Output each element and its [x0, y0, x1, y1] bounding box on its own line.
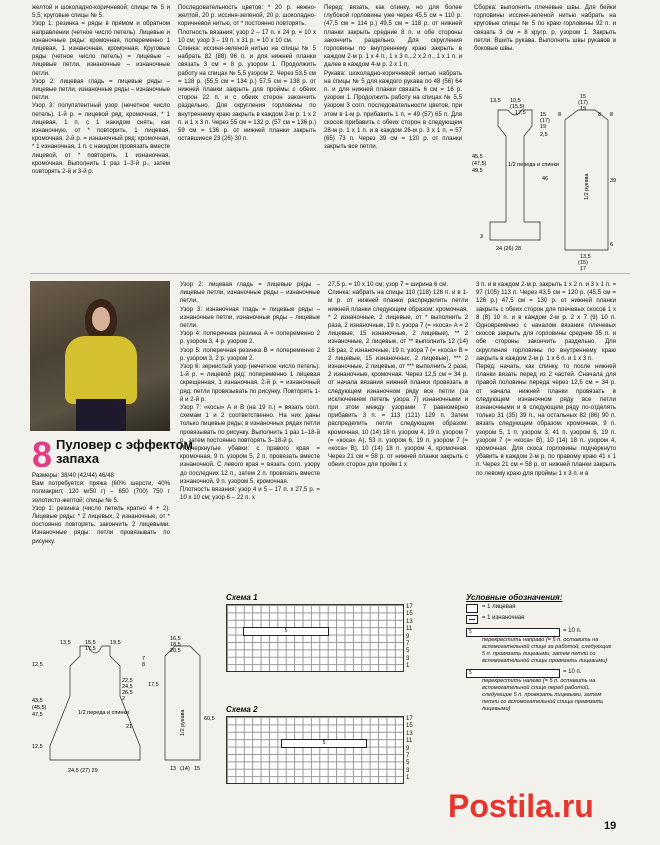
label: 17,5 [85, 646, 96, 652]
legend-title: Условные обозначения: [466, 593, 563, 602]
paragraph: Рукава: шоколадно-коричневой нитью набрать на спицы № 5 для каждого рукава по 48 (56) 64 п. и для нижней планки связать 6 см = 16 р. узором 1. Продолжить работу на спицах № 5,5 узором 3 согл. последовательности цветов, при этом в 1-м р. прибавить 1 п. = 49 (57) 65 п. Для скосов прибавить с обеих сторон в следующем 28-м р. 1 x 1 п. и в каждом 26-м р. 3 x 1 п. = 57 (65) 73 п. Через 39 см = 120 р. от планки закрыть все петли. [324, 69, 462, 151]
label: (14) [180, 766, 190, 772]
paragraph: Узор 2: лицевая гладь = лицевые ряды – лицевые петли, изнаночные ряды – изнаночные петли. [32, 77, 170, 102]
label: 16,5 [170, 636, 181, 642]
legend-text: = 10 п. [563, 628, 582, 635]
paragraph: Перед: вязать, как спинку, но для более глубокой горловины уже через 45,5 см = 110 р. (47,5 см = 114 р.) 49,5 см = 118 р. от нижней планки закрыть средние 8 п. и обе стороны закончить раздельно. Для скругления горловины по внутреннему краю закрыть в каждом 2-м р. 1 x 4 п., 1 x 3 п., 2 x 2 п., 1 x 1 п. и далее в каждом 4-м р. 2 x 1 п. [324, 4, 462, 69]
page-number: 19 [604, 820, 617, 832]
label: (45,5) [32, 705, 47, 711]
label: 10,5 [510, 98, 521, 104]
label: 19,5 [110, 640, 121, 646]
legend-cable-left [466, 669, 616, 678]
cable-marker: 5 [322, 740, 326, 746]
schema-2-row-numbers [406, 716, 413, 783]
row-number: 7 [406, 641, 410, 648]
row-number: 3 [406, 767, 410, 774]
schema-1-title: Схема 1 [226, 593, 258, 602]
label: 43,5 [32, 698, 43, 704]
label: 15,5 [85, 640, 96, 646]
cable-marker: 5 [284, 628, 288, 634]
photo-face [92, 307, 110, 331]
row-number: 15 [406, 611, 413, 618]
top-column-4 [474, 4, 616, 53]
label: 21 [126, 724, 133, 730]
label: 15 [580, 94, 587, 100]
label: 8 [558, 112, 562, 118]
project-number: 8 [32, 434, 53, 475]
schema-1-grid [226, 604, 404, 672]
paragraph: Узор 1: резинка (число петель кратно 4 + 2). Лицевые ряды: * 2 лицевых, 2 изнаночные, от * постоянно повторять, закончить 2 лицевыми. Изнаночные ряды: петли провязывать по рисунку. [32, 504, 170, 545]
row-number: 9 [406, 633, 410, 640]
label: 12,5 [32, 744, 43, 750]
label: 17,5 [515, 110, 526, 116]
cable-left-symbol: 5 [466, 669, 560, 678]
cable-crossing [281, 739, 367, 748]
paragraph: Сборка: выполнить плечевые швы. Для бейки горловины иссиня-зеленой нитью набрать на круговые спицы № 5 по краю горловины 92 п. и связать 3 см = 8 кругр. р. узором 1. Закрыть петли. Вшить рукава. Выполнить швы рукавов и боковые швы. [474, 4, 616, 53]
row-number: 5 [406, 760, 410, 767]
paragraph: Узор 3: полупатентный узор (нечетное число петель). 1-й р. = лицевой ряд: кромочная, * 1 лицевая, 1 п. с 1 накидом снять, как изнаночную, от * повторить, 1 лицевая, кромочная. 2-й р. = изнаночный ряд: кромочная, * 1 изнаночная, 1 п. с накидом провязать вместе лицевой, от * повторить, 1 изнаночная, кромочная. Выполнить 1 раз 1–3-й р., затем повторять 2-й и 3-й р. [32, 102, 170, 176]
label: 22,5 [122, 678, 133, 684]
title-line: запаха [56, 451, 100, 466]
label: 18,5 [170, 642, 181, 648]
row-number: 3 [406, 655, 410, 662]
photo-sweater [65, 336, 137, 404]
label: 39 [610, 178, 617, 184]
label: 8 [142, 662, 146, 668]
bottom-column-2 [180, 281, 320, 502]
paragraph: Вам потребуется: пряжа (60% шерсти, 40% полиакрил; 120 м/50 г) – 650 (700) 750 г золотисто-желтой; спицы № 5. [32, 480, 170, 504]
row-number: 17 [406, 604, 413, 610]
paragraph: 27,5 р. = 10 x 10 см; узор 7 = ширина 6 см. [328, 281, 449, 288]
legend-text: = 1 лицевая [482, 603, 516, 610]
legend [466, 594, 616, 713]
label: (15,5) [510, 104, 525, 110]
row-number: 15 [406, 723, 413, 730]
legend-text: = 10 п. [563, 669, 582, 676]
row-number: 13 [406, 618, 413, 625]
legend-item-purl [466, 615, 616, 624]
label: 19 [540, 124, 547, 130]
label: 13,5 [60, 640, 71, 646]
photo-skirt [76, 399, 126, 431]
paragraph: Последовательность цветов: * 20 р. нежно-желтой, 20 р. иссиня-зеленой, 20 р. шоколадно-коричневой нитью, от * постоянно повторять. [178, 4, 316, 28]
label: 45,5 [472, 154, 483, 160]
schema-2-grid [226, 716, 404, 784]
paragraph: Размеры: 38/40 (42/44) 46/48 [32, 472, 114, 479]
label: 8 [598, 112, 602, 118]
label: 19 [580, 106, 587, 112]
label: 15 [194, 766, 201, 772]
schema-2-title: Схема 2 [226, 705, 258, 714]
cable-right-symbol: 5 [466, 628, 560, 637]
label: 26,5 [122, 690, 133, 696]
purl-symbol [466, 615, 478, 624]
label: 17 [580, 266, 587, 270]
schema-1-row-numbers [406, 604, 413, 671]
paragraph: Узор 4: поперечная резинка A = попеременно 2 р. узором 3, 4 р. узором 2. [180, 330, 320, 346]
label: 46 [542, 176, 549, 182]
label: (17) [578, 100, 588, 106]
label: 6 [610, 242, 614, 248]
bottom-column-1 [32, 472, 170, 546]
legend-item-knit [466, 604, 616, 613]
label: 47,5 [32, 712, 43, 718]
legend-text: = 1 изнаночная [482, 614, 525, 621]
label: 8 [610, 112, 614, 118]
knit-symbol [466, 604, 478, 613]
row-number: 5 [406, 648, 410, 655]
cable-crossing [243, 627, 329, 636]
label: 2,5 [540, 132, 548, 138]
section-divider [30, 273, 630, 274]
label: (15) [578, 260, 588, 266]
paragraph: Узор 6: зернистый узор (нечетное число петель). 1-й р. = лицевой ряд: попеременно 1 лицевая скрещенная, 1 изнаночная. 2-й р. = изнаночный ряд: петли провязывать по рисунку. Повторять 1-й и 2-й р. [180, 363, 320, 403]
label: 2 [122, 696, 126, 702]
paragraph: Плотность вязания: узор 4 и 5 – 17 п. x 27,5 р. = 10 x 10 см; узор 6 – 22 п. x [180, 486, 320, 502]
label: 12,5 [32, 662, 43, 668]
legend-text: перекрестить направо (= 5 п. оставить на вспомогательной спице за работой, следующие 5 п. провязать лицевыми, затем петли со вспомогательной спицы провязать лицевыми) [482, 636, 612, 664]
row-number: 17 [406, 716, 413, 722]
label: 1/2 рукава [584, 173, 590, 200]
paragraph: Узор 2: лицевая гладь = лицевые ряды – лицевые петли, изнаночные ряды – изнаночные петли. [180, 281, 320, 305]
label: 13,5 [490, 98, 501, 104]
row-number: 1 [406, 775, 410, 782]
model-photo [30, 281, 170, 431]
label: 7 [142, 656, 146, 662]
row-number: 9 [406, 745, 410, 752]
label: 1/2 переда и спинки [78, 710, 129, 716]
label: (47,5) [472, 161, 487, 167]
paragraph: Плотность вязания: узор 2 – 17 п. x 24 р. = 10 x 10 см; узор 3 – 19 п. x 31 р. = 10 x 10 см. [178, 28, 316, 44]
row-number: 11 [406, 626, 413, 633]
project-title [56, 438, 193, 466]
label: 17,5 [148, 682, 159, 688]
label: 60,5 [204, 716, 215, 722]
paragraph: Узор 3: изнаночная гладь = лицевые ряды – изнаночные петли, изнаночные ряды – лицевые петли. [180, 305, 320, 330]
row-number: 7 [406, 753, 410, 760]
label: 24,5 [122, 684, 133, 690]
paragraph: Подчеркнутые убавки: с правого края = кромочная, 9 п. узором 5, 2 п. провязать вместе изнаночной. С левого края = вязать согл. узору до последних 12 п., затем 2 п. провязать вместе изнаночной, 9 п. узором 5, кромочная. [180, 445, 320, 485]
paragraph: Перед: начать, как спинку, то после нижней планки вязать перед из 2 частей. Сначала для правой половины переда через 12,5 см = 34 р. от начала нижней планки провязать в следующем изнаночном ряду все петли изнаночными и в следующем ряду по-отделять только 31 (35) 39 п., на остальных 82 (86) 90 п. вязать следующим образом: кромочная, 9 п. узором 5, 1 п. узором 3, 41 п. узором 6, 19 п. узором 7 (= «коса» B), 10 (14) 18 п. узором 4, кромочная. Для скоса горловины подчеркнуто убавить в каждом 2-м р. по правому краю 41 x 1 п. Через 21 см = 58 р. от нижней планки закрыть по левому краю для проймы 1 x 3 п. и в [476, 363, 616, 477]
legend-text: перекрестить налево (= 5 п. оставить на вспомогательной спице перед работой, следующие 5 п. провязать лицевыми, затем петли со вспомогательной спицы провязать лицевыми) [482, 677, 604, 712]
title-line: Пуловер с эффектом [56, 437, 193, 452]
paragraph: Узор 7: «косы» A и B (на 19 п.) = вязать согл. схемам 1 и 2 соответственно. На них даны только лицевые ряды; в изнаночных рядах петли провязывать по рисунку. Выполнить 1 раз 1–18-й р., затем постоянно повторять 3–18-й р. [180, 404, 320, 444]
label: 20,5 [170, 648, 181, 654]
paragraph: желтой и шоколадно-коричневой; спицы № 5 и 5,5; круговые спицы № 5. [32, 4, 170, 20]
paragraph: Узор 1: резинка = ряды в прямом и обратном направлении (четное число петель). Лицевые и изнаночные ряды: кромочная, попеременно 1 лицевая, 1 изнаночная, кромочная. Круговые ряды (четное число петель) = лицевые – лицевые петли, изнаночные – изнаночные петли. [32, 20, 170, 77]
bottom-column-4 [476, 281, 616, 478]
label: 24,5 (27) 29 [68, 768, 98, 774]
label: 24 (26) 28 [496, 246, 522, 252]
paragraph: 3 п. и в каждом 2-м р. закрыть 1 x 2 п. и 3 x 1 п. = 97 (105) 113 п. Через 43,5 см = 120 р. (45,5 см = 126 р.) 47,5 см = 130 р. от нижней планки закрыть с обеих сторон для плечевых скосов 1 x 8 (8) 10 п. и в каждом 2-м р. 2 x 7 (9) 10 п. Одновременно с началом вязания плечевых скосов закрыть для горловины средние 35 п. и обе стороны закончить раздельно. Для скругления горловины по внутреннему краю закрыть в каждом 2-м р. 1 x 6 п. и 1 x 3 п. [476, 281, 616, 362]
row-number: 13 [406, 730, 413, 737]
watermark-logo: Postila.ru [448, 788, 594, 824]
paragraph: Узор 5: поперечная резинка B = попеременно 2 р. узором 3, 2 р. узором 2. [180, 346, 320, 362]
bottom-column-3 [328, 281, 468, 470]
label: 15 [540, 112, 547, 118]
label: 49,5 [472, 168, 483, 174]
label: 3 [480, 234, 484, 240]
label: 13 [170, 766, 177, 772]
row-number: 1 [406, 663, 410, 670]
label: 1/2 переда и спинки [508, 162, 559, 168]
paragraph: Спинка: иссиня-зеленой нитью на спицы № 5 набрать 82 (88) 96 п. и для нижней планки связать 3 см = 8 р. узором 1. Продолжить работу на спицах № 5,5 узором 2. Через 53,5 см = 128 р. (55,5 см = 134 р.) 57,5 см = 138 р. от нижней планки закрыть для проймы с обеих сторон 22 п. и с обеих сторон закончить раздельно. Для скругления горловины по внутреннему краю закрыть в каждом 2-м р. 1 x 2 п. и 1 x 3 п. Через 55 см = 132 р. (57 см = 136 р.) 59 см = 136 р. от нижней планки закрыть оставшиеся 23 (26) 30 п. [178, 45, 316, 143]
label: (17) [540, 118, 550, 124]
top-column-3 [324, 4, 462, 152]
top-column-1 [32, 4, 170, 176]
schematic-top [470, 90, 620, 270]
label: 1/2 рукава [180, 709, 186, 736]
label: 13,5 [580, 254, 591, 260]
legend-cable-right [466, 628, 616, 637]
row-number: 11 [406, 738, 413, 745]
top-column-2 [178, 4, 316, 143]
paragraph: Спинка: набрать на спицы 110 (118) 126 п. и в 1-м р. от нижней планки распределить петли нижней планки следующим образом: кромочная, * 2 изначочные, 2 лицевые, от * выполнить 2 раза, 2 изнаночные, 19 п. узора 7 (= «коса» A = 2 лицевые, 15 изнаночные, 2 лицевые), ** 2 изнаночные, 2 лицевые, от ** выполнить 12 (14) 16 раз, 2 изнаночные, 19 п. узора 7 (= «коса» B = 2 лицевые, 15 изнаночных, 2 лицевые), *** 2 изнаночные, 2 лицевые, от *** выполнить 2 раза, 2 изнаночные, кромочная. Через 12,5 см = 34 р. от начала вязания нижней планки провязать в следующем изнаночном ряду все петли (за исключением петель узора 7) изнаночными и при этом между узорами 7 равномерно прибавить 3 п. = 113 (121) 129 п. Затем распределить петли следующим образом: кромочная, 10 (14) 18 п. узором 4, 19 п. узором 7 (= «коса» A), 53 п. узором 6, 19 п. узором 7 (= «коса» B), 10 (14) 18 п. узором 4, кромочная. Через 21 см = 58 р. от нижней планки закрыть с обеих сторон для пройм 1 x [328, 289, 468, 469]
schematic-bottom [30, 636, 220, 786]
